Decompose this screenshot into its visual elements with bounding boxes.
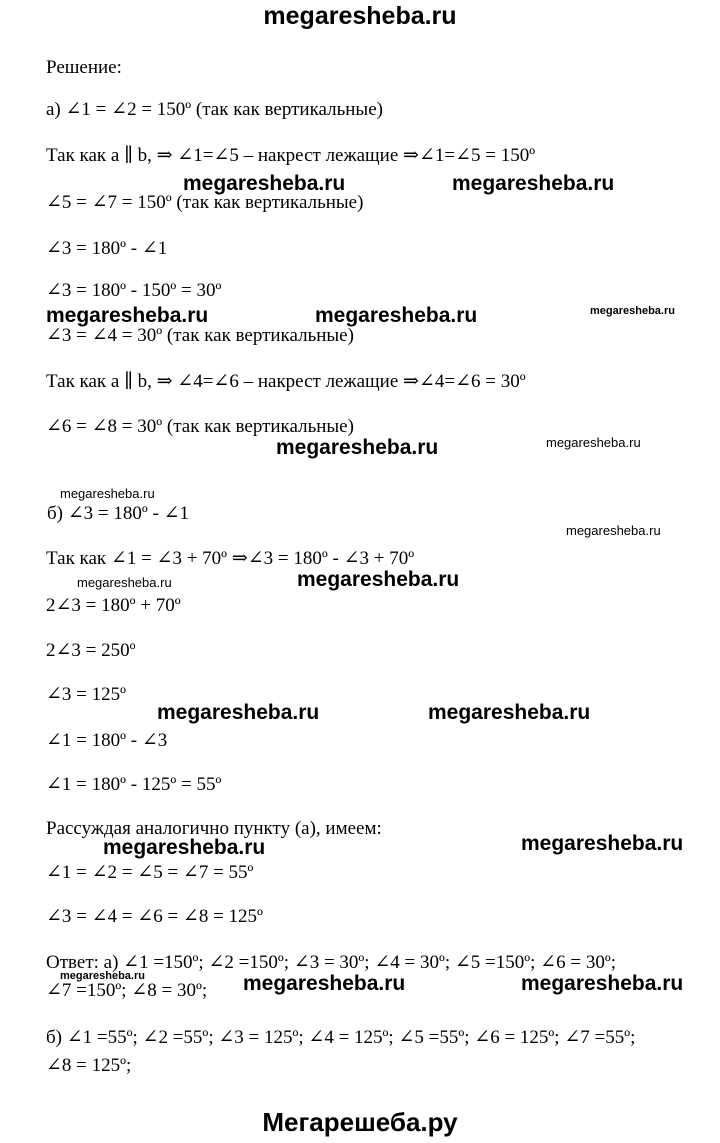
solution-line: ∠3 = 180º - ∠1 [46, 238, 168, 259]
watermark: megaresheba.ru [521, 972, 684, 995]
watermark: megaresheba.ru [243, 972, 406, 995]
solution-line: 2∠3 = 250º [46, 640, 136, 661]
watermark: megaresheba.ru [566, 523, 661, 538]
watermark: megaresheba.ru [157, 701, 320, 724]
solution-line: ∠1 = ∠2 = ∠5 = ∠7 = 55º [46, 862, 254, 883]
watermark: megaresheba.ru [315, 304, 478, 327]
solution-line: ∠5 = ∠7 = 150º (так как вертикальные) [46, 192, 364, 213]
watermark: megaresheba.ru [183, 172, 346, 195]
watermark: megaresheba.ru [60, 970, 145, 982]
solution-line: ∠3 = ∠4 = 30º (так как вертикальные) [46, 325, 354, 346]
solution-line: ∠3 = 180º - 150º = 30º [46, 280, 222, 301]
watermark: megaresheba.ru [452, 172, 615, 195]
solution-line: ∠3 = 125º [46, 684, 127, 705]
solution-line: Так как a ∥ b, ⇒ ∠4=∠6 – накрест лежащие ⇒∠4=∠6 = 30º [46, 371, 526, 392]
solution-line: Так как a ∥ b, ⇒ ∠1=∠5 – накрест лежащие ⇒∠1=∠5 = 150º [46, 145, 536, 166]
watermark: megaresheba.ru [77, 575, 172, 590]
solution-line: Рассуждая аналогично пункту (а), имеем: [46, 818, 382, 839]
watermark: megaresheba.ru [546, 435, 641, 450]
watermark: megaresheba.ru [297, 568, 460, 591]
watermark: megaresheba.ru [590, 305, 675, 317]
solution-line: ∠3 = ∠4 = ∠6 = ∠8 = 125º [46, 906, 263, 927]
solution-line: а) ∠1 = ∠2 = 150º (так как вертикальные) [46, 99, 383, 120]
solution-line: ∠1 = 180º - ∠3 [46, 730, 168, 751]
site-header: megaresheba.ru [263, 2, 457, 30]
solution-line: б) ∠3 = 180º - ∠1 [47, 503, 190, 524]
solution-line: ∠1 = 180º - 125º = 55º [46, 774, 222, 795]
answer-line: б) ∠1 =55º; ∠2 =55º; ∠3 = 125º; ∠4 = 125º; ∠5 =55º; ∠6 = 125º; ∠7 =55º; [46, 1027, 636, 1048]
answer-line: Ответ: а) ∠1 =150º; ∠2 =150º; ∠3 = 30º; ∠4 = 30º; ∠5 =150º; ∠6 = 30º; [46, 952, 616, 973]
watermark: megaresheba.ru [428, 701, 591, 724]
watermark: megaresheba.ru [276, 436, 439, 459]
watermark: megaresheba.ru [521, 832, 684, 855]
solution-heading: Решение: [46, 57, 122, 78]
watermark: megaresheba.ru [46, 304, 209, 327]
answer-line: ∠8 = 125º; [46, 1055, 132, 1076]
watermark: megaresheba.ru [103, 836, 266, 859]
solution-line: ∠6 = ∠8 = 30º (так как вертикальные) [46, 416, 354, 437]
site-footer: Мегарешеба.ру [262, 1107, 458, 1137]
solution-line: 2∠3 = 180º + 70º [46, 595, 181, 616]
solution-line: Так как ∠1 = ∠3 + 70º ⇒∠3 = 180º - ∠3 + 70º [46, 548, 415, 569]
answer-line: ∠7 =150º; ∠8 = 30º; [46, 980, 208, 1001]
watermark: megaresheba.ru [60, 486, 155, 501]
